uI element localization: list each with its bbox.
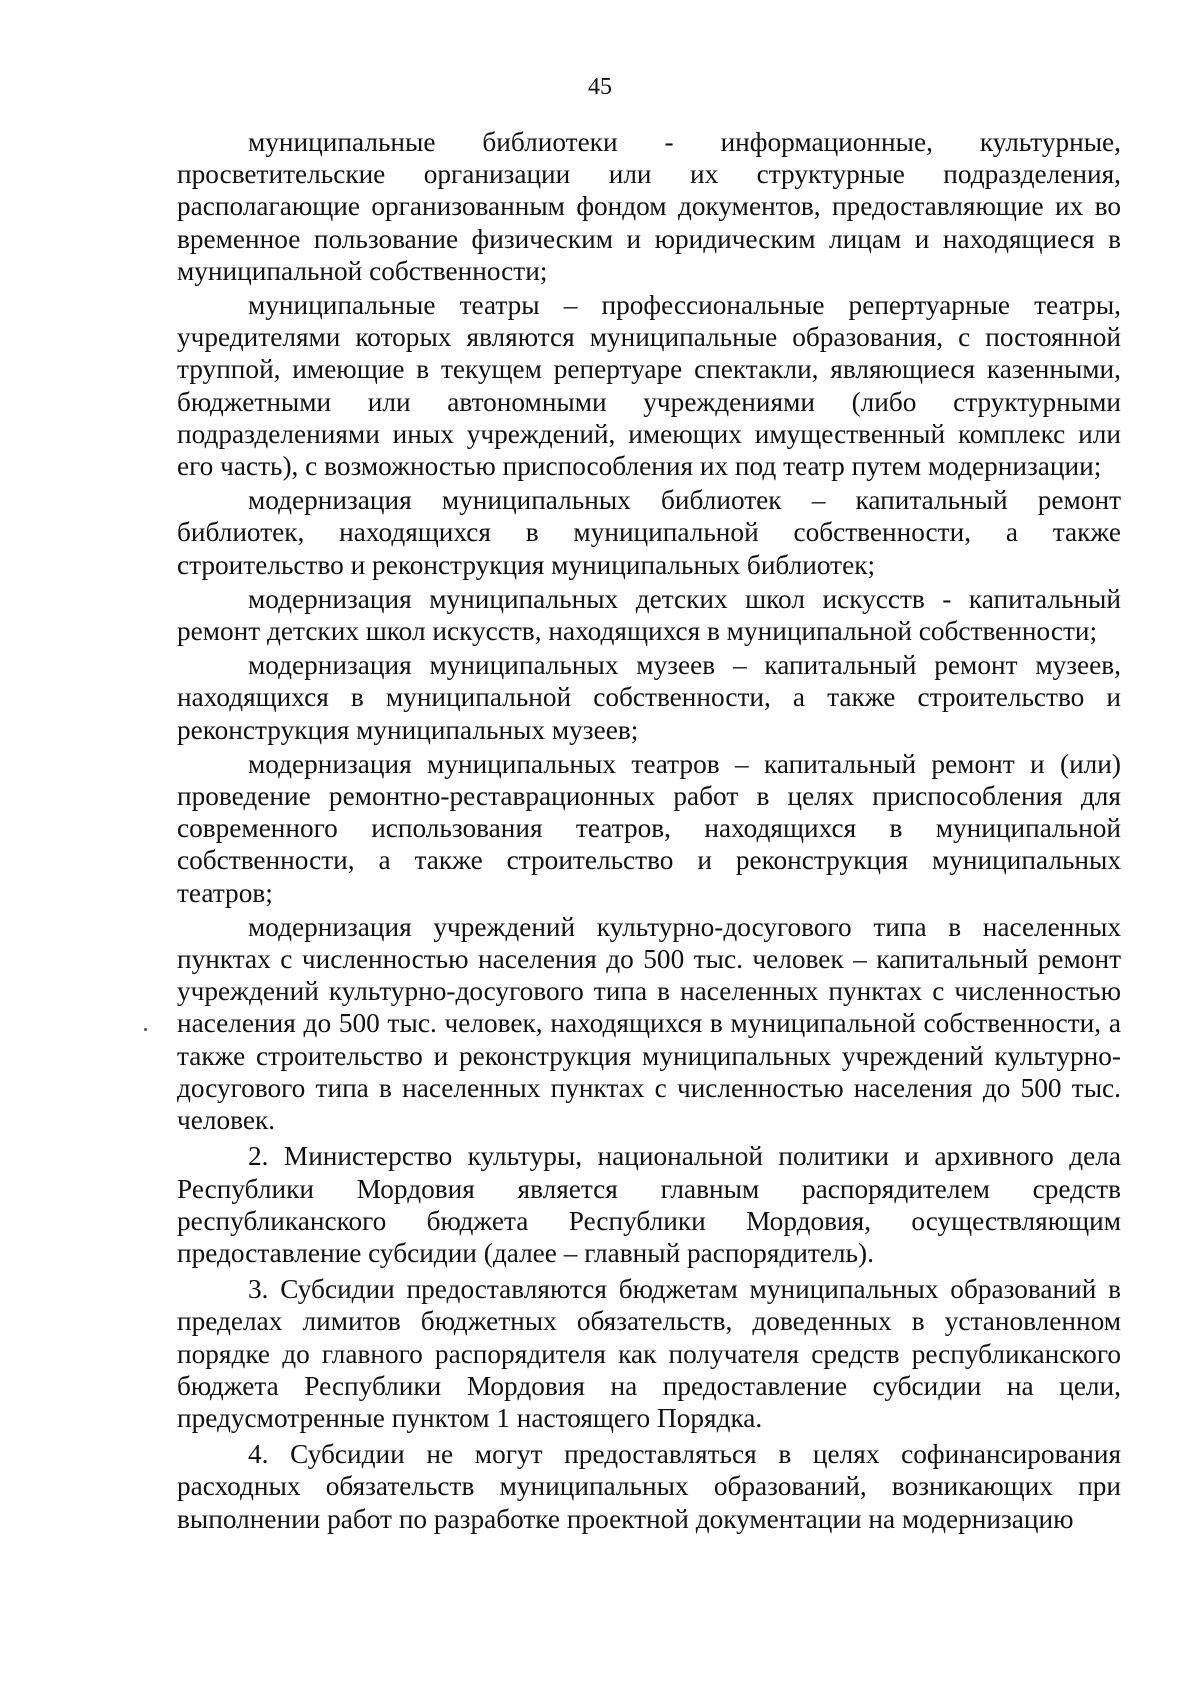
- paragraph-item-2: 2. Министерство культуры, национальной политики и архивного дела Республики Мордовия является главным распорядителем средств республиканского бюджета Республики Мордовия, осуществляющим предоставление субсидии (далее – главный распорядитель).: [177, 1141, 1121, 1268]
- paragraph-libraries-modernization: модернизация муниципальных библиотек – капитальный ремонт библиотек, находящихся в муниципальной собственности, а также строительство и реконструкция муниципальных библиотек;: [177, 485, 1121, 580]
- document-body: [177, 126, 1121, 1535]
- paragraph-museums-modernization: модернизация муниципальных музеев – капитальный ремонт музеев, находящихся в муниципальной собственности, а также строительство и реконструкция муниципальных музеев;: [177, 650, 1121, 745]
- paragraph-cultural-centers-modernization: модернизация учреждений культурно-досугового типа в населенных пунктах с численностью населения до 500 тыс. человек – капитальный ремонт учреждений культурно-досугового типа в населенных пунктах с численностью населения до 500 тыс. человек, находящихся в муниципальной собственности, а также строительство и реконструкция муниципальных учреждений культурно-досугового типа в населенных пунктах с численностью населения до 500 тыс. человек.: [177, 911, 1121, 1136]
- paragraph-theatres-modernization: модернизация муниципальных театров – капитальный ремонт и (или) проведение ремонтно-реставрационных работ в целях приспособления для современного использования театров, находящихся в муниципальной собственности, а также строительство и реконструкция муниципальных театров;: [177, 748, 1121, 908]
- paragraph-libraries-definition: муниципальные библиотеки - информационные, культурные, просветительские организации или их структурные подразделения, располагающие организованным фондом документов, предоставляющие их во временное пользование физическим и юридическим лицам и находящиеся в муниципальной собственности;: [177, 127, 1121, 286]
- paragraph-item-4: 4. Субсидии не могут предоставляться в целях софинансирования расходных обязательств муниципальных образований, возникающих при выполнении работ по разработке проектной документации на модернизацию: [177, 1439, 1121, 1534]
- paragraph-item-3: 3. Субсидии предоставляются бюджетам муниципальных образований в пределах лимитов бюджетных обязательств, доведенных в установленном порядке до главного распорядителя как получателя средств республиканского бюджета Республики Мордовия на предоставление субсидии на цели, предусмотренные пунктом 1 настоящего Порядка.: [177, 1274, 1121, 1433]
- paragraph-art-schools-modernization: модернизация муниципальных детских школ искусств - капитальный ремонт детских школ искусств, находящихся в муниципальной собственности;: [177, 583, 1121, 647]
- paragraph-theatres-definition: муниципальные театры – профессиональные репертуарные театры, учредителями которых являются муниципальные образования, с постоянной труппой, имеющие в текущем репертуаре спектакли, являющиеся казенными, бюджетными или автономными учреждениями (либо структурными подразделениями иных учреждений, имеющих имущественный комплекс или его часть), с возможностью приспособления их под театр путем модернизации;: [177, 290, 1121, 482]
- scan-speck: [144, 1028, 147, 1031]
- page-number: 45: [588, 74, 612, 100]
